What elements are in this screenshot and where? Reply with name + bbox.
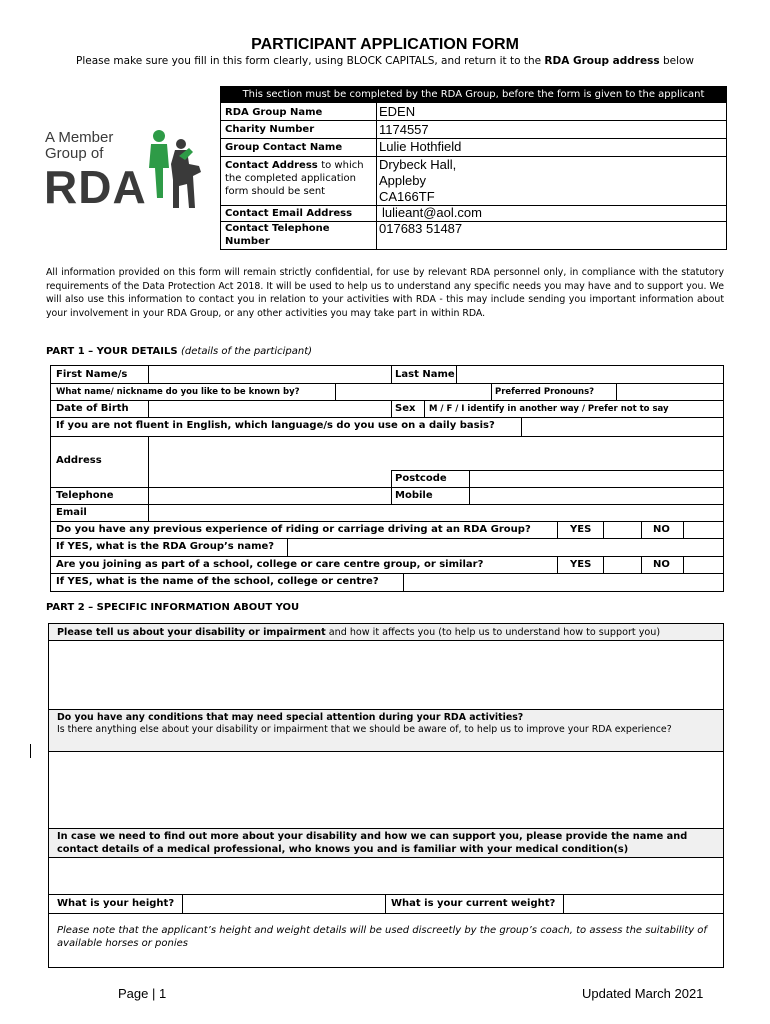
school-name-input[interactable]	[404, 574, 722, 590]
first-name-input[interactable]	[149, 367, 390, 382]
address-line: Drybeck Hall,	[379, 157, 457, 172]
specific-information-table	[48, 623, 724, 968]
height-label: What is your height?	[57, 898, 175, 909]
contact-address-label	[225, 159, 375, 198]
group-name-label: RDA Group Name	[225, 107, 323, 118]
q2-rest: Is there anything else about your disability or impairment that we should be aware of, to help us to improve your RDA experience?	[57, 724, 672, 735]
school-question: Are you joining as part of a school, college or care centre group, or similar?	[56, 559, 484, 570]
nickname-input[interactable]	[336, 384, 490, 399]
part2-heading: PART 2 – SPECIFIC INFORMATION ABOUT YOU	[46, 602, 300, 613]
contact-phone-value[interactable]: 017683 51487	[379, 221, 463, 236]
school-yes-label: YES	[570, 559, 592, 570]
q1-bold: Please tell us about your disability or impairment	[57, 627, 326, 638]
experience-yes-box[interactable]	[604, 522, 640, 537]
last-name-input[interactable]	[457, 367, 722, 382]
address-label: Address	[56, 455, 102, 466]
mobile-label: Mobile	[395, 490, 433, 501]
group-contact-value[interactable]: Lulie Hothfield	[379, 139, 462, 154]
logo-caption	[45, 130, 113, 162]
sex-options[interactable]: M / F / I identify in another way / Prefer not to say	[429, 404, 669, 414]
q1-rest: and how it affects you (to help us to understand how to support you)	[328, 627, 661, 638]
col-line	[641, 556, 642, 573]
experience-no-box[interactable]	[684, 522, 722, 537]
rda-group-name-label: If YES, what is the RDA Group’s name?	[56, 541, 275, 552]
email-input[interactable]	[149, 505, 722, 520]
conditions-answer-area[interactable]	[50, 752, 722, 828]
dob-label: Date of Birth	[56, 403, 129, 414]
rda-group-section	[220, 86, 727, 250]
q3-text: In case we need to find out more about your disability and how we can support you, please provide the name and contact details of a medical professional, who knows you and is familiar with your medical condition(s)	[57, 831, 688, 855]
group-contact-label: Group Contact Name	[225, 142, 343, 153]
instructions-text: Please make sure you fill in this form clearly, using BLOCK CAPITALS, and return it to the	[76, 55, 542, 67]
horse-rider-icon	[143, 128, 203, 213]
group-section-header: This section must be completed by the RDA Group, before the form is given to the applicant	[221, 87, 726, 103]
row-line	[49, 913, 723, 914]
weight-label: What is your current weight?	[391, 898, 556, 909]
col-line	[491, 383, 492, 400]
col-line	[557, 556, 558, 573]
charity-number-label: Charity Number	[225, 124, 315, 135]
participant-details-table	[50, 365, 724, 592]
postcode-label: Postcode	[395, 473, 447, 484]
col-line	[424, 400, 425, 417]
school-yes-box[interactable]	[604, 557, 640, 572]
row-line	[221, 156, 726, 157]
privacy-paragraph: All information provided on this form will remain strictly confidential, for use by relevant RDA personnel only, in compliance with the statutory requirements of the Data Protection Act 2018. It will be used to help us to understand any specific needs you may have and to support you. We will also use this information to contact you in relation to your activities with RDA - this may include sending you important information about your involvement in your RDA Group, or any other activities you may take part in within RDA.	[46, 267, 724, 319]
mobile-input[interactable]	[470, 488, 722, 503]
address-input[interactable]	[149, 437, 722, 469]
logo-brand: RDA	[44, 161, 147, 213]
email-label: Email	[56, 507, 87, 518]
weight-input[interactable]	[564, 895, 722, 912]
medical-contact-answer-area[interactable]	[50, 858, 722, 894]
instructions-bold: RDA Group address	[544, 55, 660, 67]
q2-text	[57, 712, 697, 736]
pronouns-label: Preferred Pronouns?	[495, 387, 595, 397]
col-line	[391, 366, 392, 383]
contact-email-label: Contact Email Address	[225, 208, 353, 219]
experience-question: Do you have any previous experience of riding or carriage driving at an RDA Group?	[56, 524, 531, 535]
experience-no-label: NO	[653, 524, 670, 535]
pronouns-input[interactable]	[617, 384, 722, 399]
language-input[interactable]	[522, 418, 722, 435]
col-line	[391, 470, 392, 504]
address-line: Appleby	[379, 173, 426, 188]
address-label-bold: Contact Address	[225, 160, 318, 171]
language-label: If you are not fluent in English, which language/s do you use on a daily basis?	[56, 420, 495, 431]
telephone-input[interactable]	[149, 488, 390, 503]
col-line	[391, 400, 392, 417]
postcode-input[interactable]	[470, 471, 722, 486]
nickname-label: What name/ nickname do you like to be known by?	[56, 387, 300, 397]
address-label-rest: to which the completed application form should be sent	[225, 160, 364, 197]
sex-label: Sex	[395, 403, 416, 414]
col-line	[641, 521, 642, 538]
part1-title: PART 1 – YOUR DETAILS	[46, 346, 178, 357]
disability-answer-area[interactable]	[50, 641, 722, 709]
telephone-label: Telephone	[56, 490, 114, 501]
experience-yes-label: YES	[570, 524, 592, 535]
height-weight-note: Please note that the applicant’s height and weight details will be used discreetly by the group’s coach, to assess the suitability of available horses or ponies	[57, 925, 707, 949]
address-line: CA166TF	[379, 189, 435, 204]
contact-email-value[interactable]: lulieant@aol.com	[382, 205, 482, 220]
school-no-box[interactable]	[684, 557, 722, 572]
text-cursor	[30, 744, 31, 758]
form-instructions	[0, 55, 770, 67]
row-line	[221, 120, 726, 121]
group-name-value[interactable]: EDEN	[379, 104, 416, 119]
dob-input[interactable]	[149, 401, 390, 416]
part1-note: (details of the participant)	[181, 346, 313, 357]
first-name-label: First Name/s	[56, 369, 128, 380]
instructions-end: below	[662, 55, 694, 67]
form-title: PARTICIPANT APPLICATION FORM	[251, 36, 519, 53]
q1-text	[57, 627, 660, 638]
row-line	[221, 138, 726, 139]
group-divider	[376, 103, 377, 249]
col-line	[385, 894, 386, 913]
page-number: Page | 1	[118, 986, 167, 1001]
school-no-label: NO	[653, 559, 670, 570]
updated-date: Updated March 2021	[582, 986, 704, 1001]
part1-heading	[46, 346, 312, 357]
col-line	[557, 521, 558, 538]
school-name-label: If YES, what is the name of the school, college or centre?	[56, 576, 379, 587]
q2-bold: Do you have any conditions that may need special attention during your RDA activities?	[57, 712, 524, 723]
last-name-label: Last Name	[395, 369, 455, 380]
height-input[interactable]	[183, 895, 384, 912]
charity-number-value[interactable]: 1174557	[379, 122, 429, 137]
rda-group-name-input[interactable]	[288, 539, 722, 555]
logo-line1: A Member	[45, 129, 114, 146]
contact-phone-label: Contact Telephone Number	[225, 223, 330, 247]
logo-line2: Group of	[45, 145, 104, 162]
contact-address-value[interactable]	[379, 157, 456, 205]
